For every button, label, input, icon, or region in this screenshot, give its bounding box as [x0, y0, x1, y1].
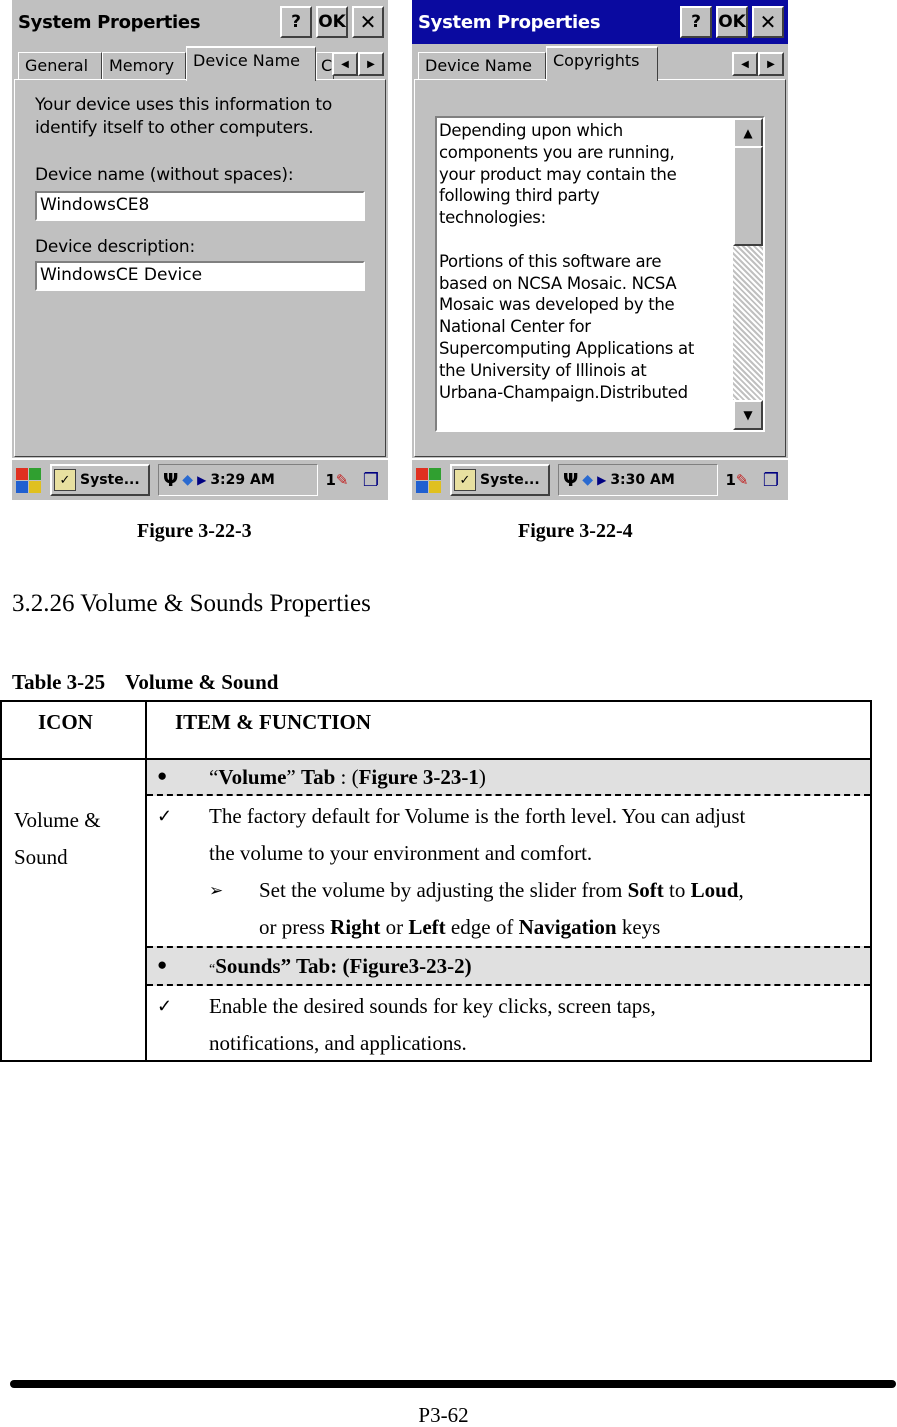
figure-3-22-3-screenshot	[12, 0, 388, 500]
copyright-line: based on NCSA Mosaic. NCSA	[439, 273, 677, 293]
window-title: System Properties	[18, 11, 201, 33]
icon-cell	[14, 802, 101, 876]
tray-arrow-icon: ▶	[597, 473, 607, 487]
windows-start-icon[interactable]	[414, 465, 444, 495]
system-properties-icon: ✓	[54, 469, 76, 491]
volume-tab-heading: “Volume” Tab : (Figure 3-23-1)	[209, 765, 486, 789]
copyright-line: Urbana-Champaign.Distributed	[439, 382, 688, 402]
table-title: Volume & Sound	[125, 670, 279, 694]
system-tray	[158, 464, 318, 496]
icon-cell-line-2: Sound	[14, 845, 68, 869]
device-name-panel	[14, 79, 386, 457]
tab-partial[interactable]: C	[316, 52, 334, 80]
input-panel-icon[interactable]	[722, 465, 752, 495]
antenna-icon: Ψ	[163, 469, 179, 491]
tab-memory[interactable]: Memory	[102, 52, 186, 80]
input-panel-icon[interactable]	[322, 465, 352, 495]
taskbar-app-button[interactable]	[50, 464, 150, 496]
taskbar-app-label: Syste...	[480, 472, 540, 488]
figure-3-22-4-screenshot	[412, 0, 788, 500]
figure-caption-3-22-4: Figure 3-22-4	[518, 520, 633, 542]
taskbar	[412, 458, 788, 500]
figure-caption-3-22-3: Figure 3-22-3	[137, 520, 252, 542]
tab-row	[412, 44, 788, 80]
copyright-line: Supercomputing Applications at	[439, 338, 694, 358]
help-button[interactable]: ?	[680, 6, 712, 38]
bullet-icon: ●	[157, 955, 168, 974]
tray-arrow-icon: ▶	[197, 473, 207, 487]
pen-icon: ✎	[735, 471, 749, 489]
tab-row	[12, 44, 388, 80]
header-icon: ICON	[38, 710, 93, 734]
network-icon: ◆	[582, 472, 594, 488]
input-badge: 1	[725, 471, 736, 489]
close-button[interactable]: ✕	[352, 6, 384, 38]
arrow-right-icon[interactable]: ▶	[758, 52, 784, 76]
windows-start-icon[interactable]	[14, 465, 44, 495]
copyright-line: technologies:	[439, 208, 546, 228]
vertical-scrollbar[interactable]	[733, 118, 763, 430]
sounds-tab-row	[147, 946, 870, 986]
header-item-function: ITEM & FUNCTION	[175, 710, 372, 734]
arrow-right-icon[interactable]: ▶	[358, 52, 384, 76]
checkmark-icon: ✓	[157, 996, 173, 1016]
taskbar-app-button[interactable]	[450, 464, 550, 496]
clock: 3:29 AM	[210, 472, 275, 488]
system-properties-icon: ✓	[454, 469, 476, 491]
pen-icon: ✎	[335, 471, 349, 489]
sounds-tab-heading: “Sounds” Tab: (Figure3-23-2)	[209, 954, 472, 978]
desktop-switch-icon[interactable]: ❐	[762, 469, 780, 491]
copyright-line: following third party	[439, 186, 600, 206]
copyright-text-box[interactable]	[435, 116, 765, 432]
antenna-icon: Ψ	[563, 469, 579, 491]
volume-sound-table: ICON ITEM & FUNCTION Volume & Sound ● “Volume” Tab : (Figure 3-23-1) ✓ The factory default for Volume is the forth level. You can adjust the volume to your environment and comfort. ➢ Set the volume by adjusting the slider from Soft to Loud, or press Right or Left edge of Navigation keys ● “Sounds” Tab: (Figure3-23-2) ✓ Enable the desired sounds for key clicks, screen taps, notifications, and applications.	[0, 700, 872, 1062]
copyright-line: your product may contain the	[439, 164, 677, 184]
copyrights-panel	[414, 79, 786, 457]
copyright-line-blank	[439, 229, 729, 251]
icon-cell-line-1: Volume &	[14, 808, 101, 832]
desktop-switch-icon[interactable]: ❐	[362, 469, 380, 491]
volume-tab-row	[147, 760, 870, 796]
device-name-input[interactable]: WindowsCE8	[35, 191, 365, 221]
arrowhead-bullet-icon: ➢	[209, 881, 224, 900]
tab-device-name[interactable]: Device Name	[186, 46, 316, 81]
table-caption	[12, 670, 278, 695]
tab-scroll-arrows[interactable]	[332, 52, 384, 76]
info-line-2: identify itself to other computers.	[35, 118, 314, 138]
taskbar-app-label: Syste...	[80, 472, 140, 488]
copyright-line: components you are running,	[439, 142, 675, 162]
help-button[interactable]: ?	[280, 6, 312, 38]
window-titlebar	[12, 0, 388, 44]
device-description-input[interactable]: WindowsCE Device	[35, 261, 365, 291]
window-titlebar	[412, 0, 788, 44]
copyright-text	[439, 120, 729, 403]
ok-button[interactable]: OK	[316, 6, 348, 38]
copyright-line: Portions of this software are	[439, 251, 662, 271]
taskbar	[12, 458, 388, 500]
copyright-line: Mosaic was developed by the	[439, 295, 675, 315]
scroll-up-icon[interactable]: ▲	[733, 118, 763, 148]
arrow-left-icon[interactable]: ◀	[332, 52, 358, 76]
info-line-1: Your device uses this information to	[35, 95, 333, 115]
scroll-thumb[interactable]	[733, 146, 763, 246]
tab-scroll-arrows[interactable]	[732, 52, 784, 76]
tab-device-name[interactable]: Device Name	[418, 52, 546, 80]
device-description-label: Device description:	[35, 237, 195, 257]
network-icon: ◆	[182, 472, 194, 488]
input-badge: 1	[325, 471, 336, 489]
tab-general[interactable]: General	[18, 52, 102, 80]
copyright-line: National Center for	[439, 317, 591, 337]
window-title: System Properties	[418, 11, 601, 33]
device-name-label: Device name (without spaces):	[35, 165, 294, 185]
checkmark-icon: ✓	[157, 806, 173, 826]
page-number: P3-62	[418, 1403, 469, 1427]
close-button[interactable]: ✕	[752, 6, 784, 38]
section-heading: 3.2.26 Volume & Sounds Properties	[12, 590, 371, 617]
clock: 3:30 AM	[610, 472, 675, 488]
bullet-icon: ●	[157, 766, 168, 785]
scroll-down-icon[interactable]: ▼	[733, 400, 763, 430]
arrow-left-icon[interactable]: ◀	[732, 52, 758, 76]
ok-button[interactable]: OK	[716, 6, 748, 38]
system-tray	[558, 464, 718, 496]
footer-rule	[10, 1380, 896, 1388]
table-number: Table 3-25	[12, 670, 106, 694]
copyright-line: the University of Illinois at	[439, 360, 647, 380]
copyright-line: Depending upon which	[439, 121, 623, 140]
tab-copyrights[interactable]: Copyrights	[546, 46, 658, 81]
